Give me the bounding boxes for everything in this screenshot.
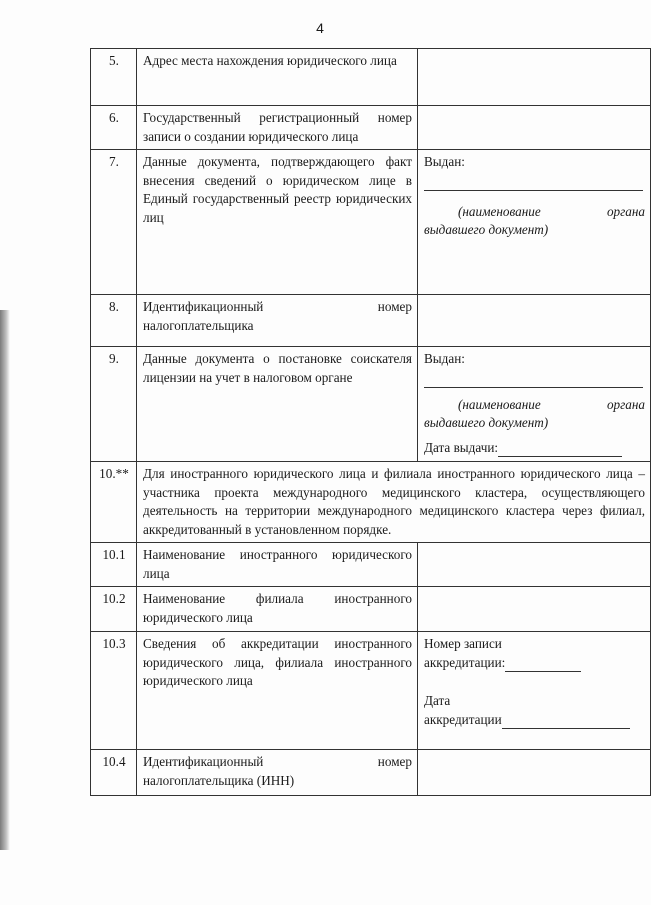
- issued-label: Выдан:: [424, 351, 465, 366]
- accreditation-field[interactable]: [418, 632, 651, 750]
- table-row: [91, 49, 651, 106]
- row-description: Наименование филиала иностранного юридического лица: [137, 587, 418, 632]
- issue-date-row: [424, 439, 645, 458]
- accreditation-date-input-line[interactable]: [502, 714, 630, 729]
- authority-caption-word: органа: [606, 203, 645, 219]
- record-number-row: [424, 654, 645, 673]
- section-note: Для иностранного юридического лица и филиала иностранного юридического лица – участника проекта международного медицинского кластера, осуществляющего деятельность на территории международного медицинского кластера через филиал, аккредитованный в установленном порядке.: [137, 462, 651, 543]
- row-description-line: Государственный регистрационный номер: [143, 110, 412, 125]
- registration-number-field[interactable]: [418, 106, 651, 150]
- row-description: Идентификационный номер налогоплательщика: [137, 295, 418, 347]
- authority-caption-line: выдавшего документ): [424, 222, 549, 237]
- row-description-line: записи о создании юридического лица: [143, 128, 359, 144]
- scan-shadow-edge: [0, 310, 10, 850]
- issue-date-input-line[interactable]: [498, 442, 622, 457]
- row-description: Данные документа о постановке соискателя лицензии на учет в налоговом органе: [137, 347, 418, 462]
- tax-registration-field[interactable]: [418, 347, 651, 462]
- row-description: Данные документа, подтверждающего факт внесения сведений о юридическом лице в Единый государственный реестр юридических лиц: [137, 150, 418, 295]
- table-row: [91, 150, 651, 295]
- row-description: [137, 106, 418, 150]
- row-number: 10.**: [91, 462, 137, 543]
- issuer-input-line[interactable]: [424, 172, 643, 191]
- table-row: [91, 587, 651, 632]
- row-description: Адрес места нахождения юридического лица: [137, 49, 418, 106]
- table-row: [91, 106, 651, 150]
- egrul-document-field[interactable]: [418, 150, 651, 295]
- authority-caption: [424, 396, 645, 415]
- row-number: 5.: [91, 49, 137, 106]
- table-row: [91, 543, 651, 587]
- taxpayer-id-field[interactable]: [418, 295, 651, 347]
- table-row: [91, 295, 651, 347]
- row-number: 7.: [91, 150, 137, 295]
- row-number: 10.4: [91, 750, 137, 796]
- row-number: 10.1: [91, 543, 137, 587]
- row-number: 10.2: [91, 587, 137, 632]
- table-row: [91, 462, 651, 543]
- table-row: [91, 632, 651, 750]
- record-number-label: Номер записи: [424, 636, 502, 651]
- accreditation-date-label: аккредитации: [424, 711, 502, 727]
- issuer-input-line[interactable]: [424, 369, 643, 388]
- authority-caption-word: (наименование: [458, 396, 541, 412]
- row-number: 10.3: [91, 632, 137, 750]
- branch-name-field[interactable]: [418, 587, 651, 632]
- table-row: [91, 750, 651, 796]
- address-value-field[interactable]: [418, 49, 651, 106]
- record-number-label: аккредитации:: [424, 654, 506, 670]
- authority-caption-word: (наименование: [458, 203, 541, 219]
- application-form-table: [90, 48, 651, 796]
- table-row: [91, 347, 651, 462]
- accreditation-date-row: [424, 711, 645, 730]
- issue-date-label: Дата выдачи:: [424, 439, 499, 455]
- accreditation-date-label: Дата: [424, 693, 451, 708]
- issued-label: Выдан:: [424, 154, 465, 169]
- inn-field[interactable]: [418, 750, 651, 796]
- authority-caption-line: выдавшего документ): [424, 415, 549, 430]
- foreign-entity-name-field[interactable]: [418, 543, 651, 587]
- authority-caption-word: органа: [606, 396, 645, 412]
- authority-caption: [424, 203, 645, 222]
- row-description: Сведения об аккредитации иностранного юридического лица, филиала иностранного юридического лица: [137, 632, 418, 750]
- page-number: 4: [316, 20, 324, 36]
- row-number: 8.: [91, 295, 137, 347]
- row-number: 9.: [91, 347, 137, 462]
- record-number-input-line[interactable]: [505, 657, 581, 672]
- row-description: Идентификационный номер налогоплательщика (ИНН): [137, 750, 418, 796]
- row-description: Наименование иностранного юридического лица: [137, 543, 418, 587]
- row-number: 6.: [91, 106, 137, 150]
